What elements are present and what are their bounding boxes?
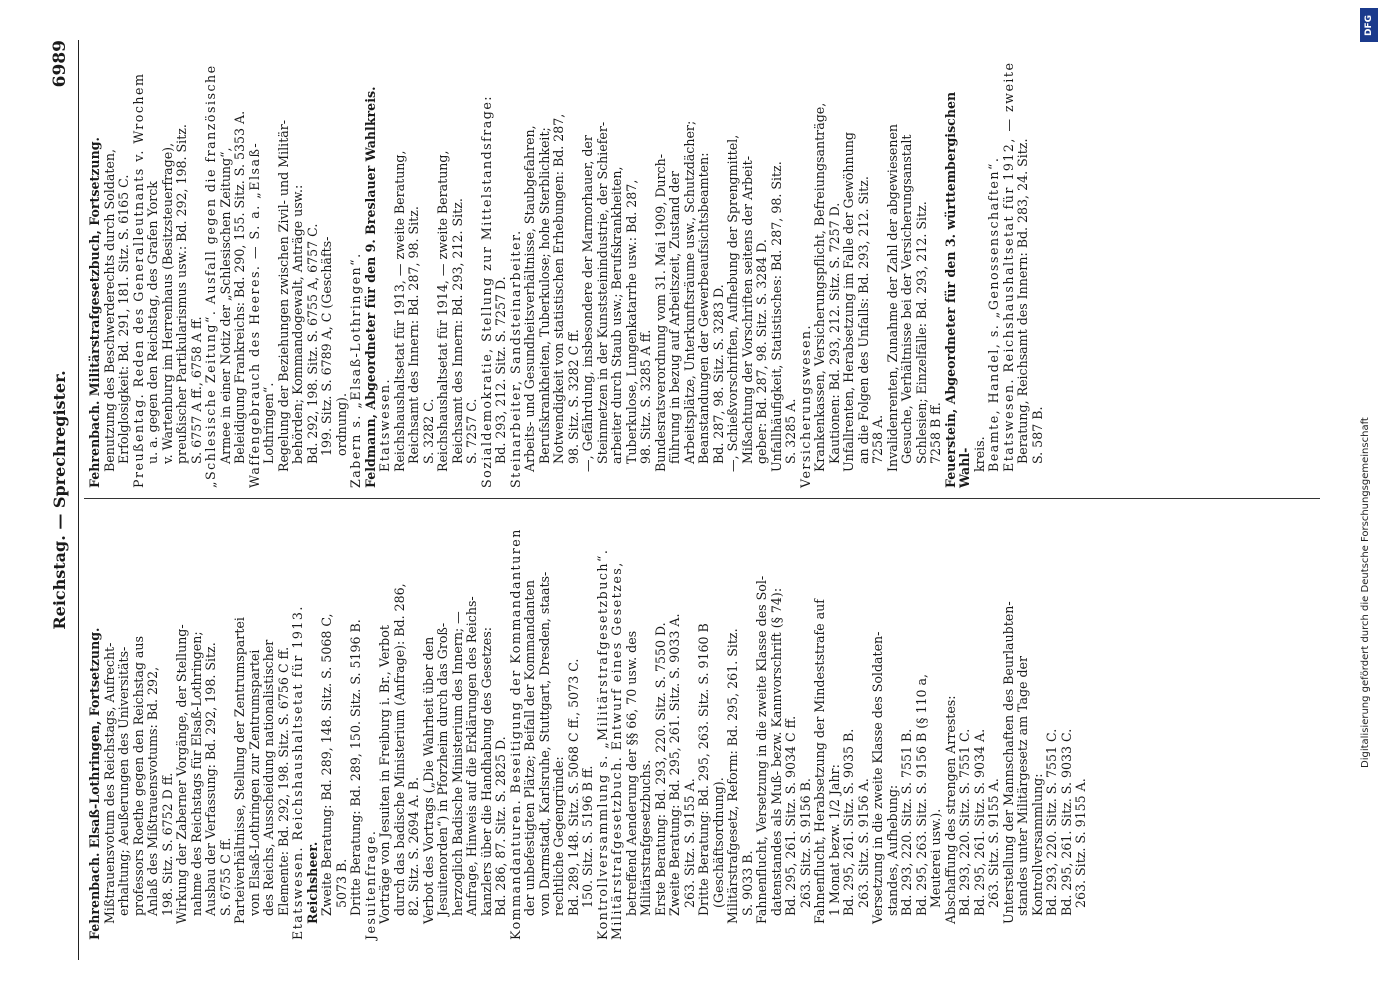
index-line: Mißachtung der Vorschriften seitens der Arbeit- <box>739 156 755 464</box>
index-line: Steinmetzen in der Kunststeinindustrie, der Schiefer- <box>594 121 610 464</box>
index-line: Waffengebrauch des Heeres. — S. a. „Elsaß- <box>246 141 262 488</box>
index-line: 263. Sitz. S. 9155 A. <box>681 778 697 908</box>
index-line: Etatswesen. Reichshaushaltsetat für 1913. <box>290 605 305 940</box>
index-line: Bundesratsverordnung vom 31. Mai 1909, Durch- <box>652 154 668 472</box>
index-line: 263. Sitz. S. 9156 A. <box>855 778 871 908</box>
page-header <box>50 40 74 960</box>
right-column <box>88 48 1320 488</box>
index-line: Feldmann, Abgeordneter für den 9. Breslauer Wahlkreis. <box>362 86 378 488</box>
index-line: Berufskrankheiten, Tuberkulose; hohe Sterblichkeit; <box>536 127 552 464</box>
index-line: geber: Bd. 287, 98. Sitz. S. 3284 D. <box>754 239 769 464</box>
index-line: S. 6757 A ff., 6758 A ff. <box>188 316 204 464</box>
dfg-logo: DFG <box>1360 8 1378 42</box>
index-line: Anfrage, Hinweis auf die Erklärungen des Reichs- <box>464 596 479 916</box>
index-line: Wirkung der Zaberner Vorgänge, der Stellung- <box>174 624 189 924</box>
index-line: S. 3285 A. <box>783 398 798 464</box>
index-line: Regelung der Beziehungen zwischen Zivil- und Militär- <box>275 119 291 472</box>
index-line: professors Roethe gegen den Reichstag aus <box>130 636 146 916</box>
index-line: S. 6755 C ff. <box>217 837 233 916</box>
index-line: Beamte, Handel, s. „Genossenschaften“. <box>986 156 1001 472</box>
index-line: Zweite Beratung: Bd. 289, 148. Sitz. S. 5068 C, <box>319 613 334 916</box>
index-line: Sozialdemokratie, Stellung zur Mittelstandsfrage: <box>478 94 494 488</box>
index-line: Bd. 287, 98. Sitz. S. 3283 D. <box>710 284 726 464</box>
index-line: der unbefestigten Plätze; Beifall der Kommandanten <box>522 580 537 916</box>
index-line: 150. Sitz. S. 5196 B ff. <box>580 765 595 908</box>
index-line: Fehrenbach. Militärstrafgesetzbuch, Fortsetzung. <box>87 137 102 488</box>
index-line: Notwendigkeit von statistischen Erhebungen: Bd. 287, <box>551 113 566 464</box>
index-line: Invalidenrenten, Zunahme der Zahl der abgewiesenen <box>884 123 900 472</box>
index-line: —, Gefährdung, insbesondere der Marmorhauer, der <box>580 135 595 472</box>
index-line: Elemente: Bd. 292, 198. Sitz. S. 6756 C ff. <box>275 646 291 916</box>
index-line: 98. Sitz. S. 3285 A ff. <box>638 329 653 464</box>
index-line: Krankenkassen, Versicherungspflicht, Befreiungsanträge, <box>812 102 827 472</box>
index-line: des Reichs, Ausscheidung nationalistischer <box>261 639 276 916</box>
index-line: S. 3282 C. <box>420 398 436 464</box>
index-line: von Elsaß-Lothringen zur Zentrumspartei <box>246 649 262 916</box>
index-line: kreis. <box>971 436 987 472</box>
index-line: arbeiter durch Staub usw.; Berufskrankheiten, <box>609 166 624 464</box>
index-line: führung in bezug auf Arbeitszeit, Zustand der <box>667 171 682 464</box>
index-line: preußischer Partikularismus usw.: Bd. 292, 198. Sitz. <box>174 124 189 464</box>
index-line: durch das badische Ministerium (Anfrage): Bd. 286, <box>391 583 407 916</box>
index-line: Bd. 293, 212. Sitz. S. 7257 D. <box>493 276 508 464</box>
running-title: Reichstag. — Sprechregister. <box>50 370 69 630</box>
index-line: 5073 B. <box>333 858 349 908</box>
index-line: Kautionen: Bd. 293, 212. Sitz. S. 7257 D. <box>826 202 842 464</box>
index-line: Vorträge von Jesuiten in Freiburg i. Br., Verbot <box>377 625 392 924</box>
index-line: Ausbau der Verfassung: Bd. 292, 198. Sitz. <box>203 642 218 916</box>
index-line: Kommandanturen. Beseitigung der Kommandanturen <box>507 528 523 940</box>
index-line: Feuerstein, Abgeordneter für den 3. württembergischen Wahl- <box>942 91 972 488</box>
left-column <box>88 500 1320 940</box>
index-line: Militärstrafgesetz, Reform: Bd. 295, 261. Sitz. <box>725 628 740 924</box>
index-line: Bd. 295, 261. Sitz. S. 9035 B. <box>841 728 856 916</box>
index-line: Bd. 295, 261. Sitz. S. 9034 A. <box>971 728 987 916</box>
index-line: Gesuche, Verhältnisse bei der Versicherungsanstalt <box>899 134 914 464</box>
index-line: Versicherungswesen. <box>797 323 813 488</box>
index-line: Reichsamt des Innern: Bd. 287, 98. Sitz. <box>406 206 421 464</box>
index-line: Zweite Beratung: Bd. 295, 261. Sitz. S. 9033 A. <box>667 613 682 916</box>
index-line: Anlaß des Mißtrauensvotums: Bd. 292, <box>145 666 160 916</box>
footer-strip <box>1358 8 1380 988</box>
index-line: rechtliche Gegengründe: <box>551 756 566 916</box>
index-line: u. a. gegen den Reichstag, des Grafen Yorck <box>145 181 160 464</box>
index-line: Reichshaushaltsetat für 1914, — zweite Beratung, <box>435 150 450 472</box>
index-line: Fahnenflucht, Versetzung in die zweite Klasse des Sol- <box>754 575 769 924</box>
index-line: Fehrenbach. Elsaß-Lothringen, Fortsetzung. <box>87 627 102 940</box>
index-line: (Geschäftsordnung). <box>710 777 726 908</box>
index-line: Parteiverhältnisse, Stellung der Zentrumspartei <box>232 617 247 924</box>
index-line: 198. Sitz. S. 6752 D ff. <box>159 772 175 916</box>
index-line: Reichsheer. <box>304 841 320 924</box>
index-line: Reichshaushaltsetat für 1913, — zweite Beratung, <box>391 150 407 472</box>
index-line: Unfallrenten, Herabsetzung im Falle der Gewöhnung <box>841 132 856 472</box>
index-line: Etatswesen. <box>377 377 392 472</box>
index-line: Preußentag. Reden des Generalleutnants v. Wrochem <box>130 72 146 488</box>
index-line: an die Folgen des Unfalls: Bd. 293, 212. Sitz. <box>855 176 871 464</box>
index-line: S. 587 B. <box>1029 406 1045 464</box>
index-line: Reichsamt des Innern: Bd. 293, 212. Sitz. <box>449 198 465 464</box>
index-line: 7258 A. <box>870 414 885 464</box>
index-line: Bd. 293, 220. Sitz. S. 7551 C. <box>957 728 972 916</box>
index-line: Zabern s. „Elsaß-Lothringen“. <box>348 252 363 488</box>
column-divider <box>84 498 1320 499</box>
index-line: Verbot des Vortrags („Die Wahrheit über den <box>420 636 436 924</box>
index-line: kanzlers über die Handhabung des Gesetzes: <box>478 627 494 916</box>
index-line: Bd. 293, 220. Sitz. S. 7551 C. <box>1044 728 1059 916</box>
index-line: 98. Sitz. S. 3282 C ff. <box>565 329 581 464</box>
index-line: nahme des Reichstags für Elsaß-Lothringen; <box>188 631 204 916</box>
index-line: ordnung). <box>333 393 349 456</box>
index-line: 263. Sitz. S. 9155 A. <box>986 778 1001 908</box>
index-line: Dritte Beratung: Bd. 289, 150. Sitz. S. 5196 B. <box>348 619 363 916</box>
index-line: Bd. 295, 263. Sitz. S. 9156 B (§ 110 a, <box>913 673 929 916</box>
index-line: Bd. 292, 198. Sitz. S. 6755 A, 6757 C. <box>304 223 320 464</box>
index-line: Militärstrafgesetzbuch. Entwurf eines Gesetzes, <box>609 561 624 940</box>
index-line: standes unter Militärgesetz am Tage der <box>1015 655 1030 916</box>
index-line: Lothringen“. <box>261 382 276 464</box>
index-line: „Schlesische Zeitung“. Ausfall gegen die französische <box>203 64 218 488</box>
index-line: Erste Beratung: Bd. 293, 220. Sitz. S. 7550 D. <box>652 622 668 916</box>
index-line: standes, Aufhebung: <box>884 784 900 916</box>
index-line: Steinarbeiter, Sandsteinarbeiter. <box>507 229 523 488</box>
index-line: Kontrollversammlung s. „Militärstrafgesetzbuch“. <box>594 548 610 940</box>
index-line: Schlesien; Einzelfälle: Bd. 293, 212. Sitz. <box>913 201 929 464</box>
index-line: Etatswesen. Reichshaushaltsetat für 1912, — zweite <box>1000 61 1016 472</box>
header-rule <box>78 40 79 960</box>
index-line: Arbeitsplätze, Unterkunftsräume usw., Schutzdächer; <box>681 120 697 464</box>
page-number: 6989 <box>50 40 70 88</box>
index-line: S. 7257 C. <box>464 398 479 464</box>
funding-note: Digitalisierung gefördert durch die Deutsche Forschungsgemeinschaft <box>1360 417 1371 768</box>
index-line: behörden; Kommandogewalt, Anträge usw.: <box>290 184 305 464</box>
index-line: Bd. 286, 87. Sitz. S. 2825 D. <box>493 736 508 916</box>
index-line: Arbeits- und Gesundheitsverhältnisse, Staubgefahren, <box>522 125 537 472</box>
index-line: Kontrollversammlung: <box>1029 773 1045 916</box>
index-line: Armee in einer Notiz der „Schlesischen Zeitung“, <box>217 147 233 464</box>
index-line: Bd. 295, 261. Sitz. S. 9033 C. <box>1058 728 1074 916</box>
index-line: Militärstrafgesetzbuchs. <box>638 759 653 916</box>
index-line: Bd. 289, 148. Sitz. S. 5068 C ff., 5073 C. <box>565 658 581 916</box>
index-line: Bd. 293, 220. Sitz. S. 7551 B. <box>899 728 914 916</box>
index-line: Dritte Beratung: Bd. 295, 263. Sitz. S. 9160 B <box>696 623 711 916</box>
index-line: Unterstellung der Mannschaften des Beurlaubten- <box>1000 601 1016 924</box>
index-line: Jesuitenfrage. <box>362 829 378 940</box>
index-line: —, Schießvorschriften, Aufhebung der Sprengmittel, <box>725 134 740 472</box>
index-line: 7258 B ff. <box>928 402 943 464</box>
index-line: 82. Sitz. S. 2694 A. B. <box>406 777 421 916</box>
index-line: S. 9033 B. <box>739 850 755 916</box>
index-line: 263. Sitz. S. 9155 A. <box>1073 778 1088 908</box>
index-line: Meuterei usw.). <box>928 808 943 908</box>
index-line: Beratung, Reichsamt des Innern: Bd. 283, 24. Sitz. <box>1015 138 1030 464</box>
index-line: Beleidigung Frankreichs: Bd. 290, 155. Sitz. S. 5353 A. <box>232 110 247 464</box>
index-line: Versetzung in die zweite Klasse des Soldaten- <box>870 631 885 924</box>
index-line: 199. Sitz. S. 6789 A, C (Geschäfts- <box>319 236 334 456</box>
index-line: Abschaffung des strengen Arrestes: <box>942 695 958 924</box>
index-line: Jesuitenorden“) in Pforzheim durch das Groß- <box>435 622 450 916</box>
index-line: 1 Monat bezw. 1/2 Jahr: <box>826 764 842 916</box>
index-line: v. Wartenburg im Herrenhaus (Besitzsteuerfrage), <box>159 142 175 464</box>
index-line: Beanstandungen der Gewerbeaufsichtsbeamten: <box>696 152 711 464</box>
index-line: Erfolglosigkeit: Bd. 291, 181. Sitz. S. 6165 C. <box>116 174 131 464</box>
index-line: Fahnenflucht, Herabsetzung der Mindeststrafe auf <box>812 599 827 924</box>
index-line: Mißtrauensvotum des Reichstags, Aufrecht- <box>101 642 117 924</box>
index-line: Bd. 295, 261. Sitz. S. 9034 C ff. <box>783 715 798 916</box>
index-line: von Darmstadt, Karlsruhe, Stuttgart, Dresden, staats- <box>536 571 552 916</box>
index-line: 263. Sitz. S. 9156 B. <box>797 778 813 908</box>
index-line: Benutzung des Beschwerderechts durch Soldaten, <box>101 149 117 472</box>
index-line: betreffend Aenderung der §§ 66, 70 usw. des <box>623 630 639 916</box>
index-line: Tuberkulose, Lungenkatarrhe usw.: Bd. 287, <box>623 179 639 464</box>
index-line: herzoglich Badische Ministerium des Innern; — <box>449 611 465 916</box>
index-line: datenstandes als Muß- bezw. Kannvorschrift (§ 74): <box>768 587 784 916</box>
index-line: Unfallhäufigkeit, Statistisches: Bd. 287, 98. Sitz. <box>768 161 784 472</box>
index-line: erhaltung; Aeußerungen des Universitäts- <box>116 646 131 916</box>
